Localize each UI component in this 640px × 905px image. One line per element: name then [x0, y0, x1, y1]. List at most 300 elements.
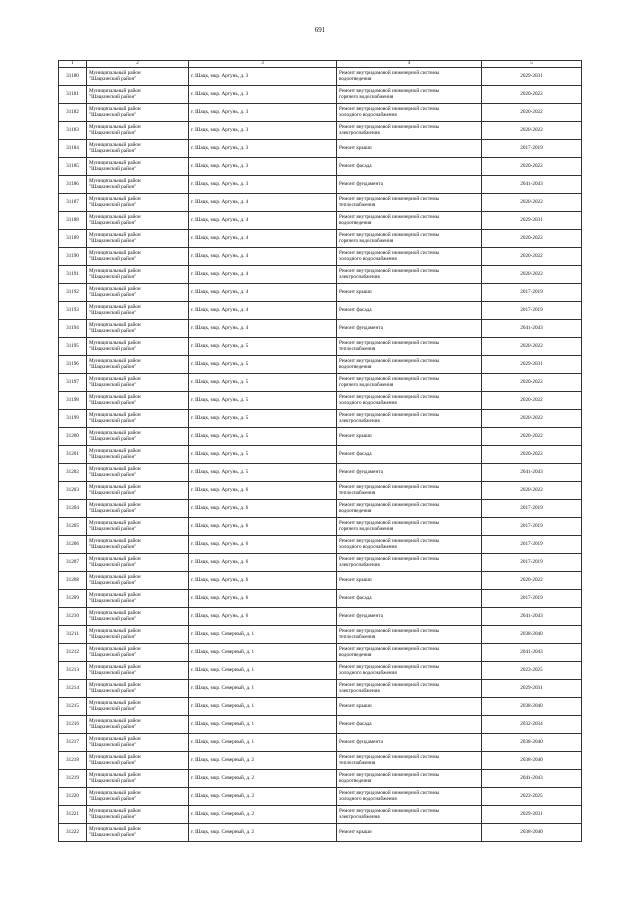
district-line: Муниципальный район: [89, 375, 141, 382]
work-line: холодного водоснабжения: [339, 543, 397, 550]
table-row: [59, 356, 582, 374]
district-line: Муниципальный район: [89, 699, 141, 706]
period-cell: 2020-2022: [482, 338, 582, 356]
table-row: [59, 446, 582, 464]
work-line: холодного водоснабжения: [339, 669, 397, 676]
period-cell: 2029-2031: [482, 356, 582, 374]
district-cell: [87, 320, 189, 338]
work-line: Ремонт внутридомовой инженерной системы: [339, 771, 440, 778]
district-line: Муниципальный район: [89, 771, 141, 778]
address-cell: г. Шацк, мкр. Аргунь, д. 5: [189, 410, 337, 428]
district-line: "Шацкинский район": [89, 255, 137, 262]
district-line: Муниципальный район: [89, 429, 141, 436]
address-cell: г. Шацк, мкр. Аргунь, д. 5: [189, 356, 337, 374]
district-line: "Шацкинский район": [89, 417, 137, 424]
work-line: водоотведения: [339, 363, 372, 370]
district-cell: [87, 338, 189, 356]
district-cell: [87, 356, 189, 374]
period-cell: 2038-2040: [482, 824, 582, 842]
period-cell: 2020-2022: [482, 392, 582, 410]
address-cell: г. Шацк, мкр. Северный, д. 2: [189, 788, 337, 806]
period-cell: 2020-2022: [482, 428, 582, 446]
work-cell: [337, 734, 482, 752]
work-cell: [337, 248, 482, 266]
period-cell: 2017-2019: [482, 590, 582, 608]
table-row: [59, 734, 582, 752]
period-cell: 2017-2019: [482, 500, 582, 518]
address-cell: г. Шацк, мкр. Аргунь, д. 4: [189, 302, 337, 320]
district-line: Муниципальный район: [89, 681, 141, 688]
work-line: Ремонт внутридомовой инженерной системы: [339, 501, 440, 508]
district-cell: [87, 86, 189, 104]
district-cell: [87, 410, 189, 428]
period-cell: 2020-2022: [482, 194, 582, 212]
work-line: Ремонт внутридомовой инженерной системы: [339, 213, 440, 220]
period-cell: 2020-2022: [482, 482, 582, 500]
period-cell: 2020-2022: [482, 86, 582, 104]
work-cell: [337, 536, 482, 554]
work-line: Ремонт внутридомовой инженерной системы: [339, 663, 440, 670]
district-line: Муниципальный район: [89, 573, 141, 580]
district-line: "Шацкинский район": [89, 273, 137, 280]
period-cell: 2038-2040: [482, 734, 582, 752]
district-line: "Шацкинский район": [89, 363, 137, 370]
table-body: [59, 68, 582, 842]
row-number: 31219: [59, 770, 87, 788]
district-line: Муниципальный район: [89, 105, 141, 112]
table-row: [59, 374, 582, 392]
work-cell: [337, 662, 482, 680]
district-cell: [87, 734, 189, 752]
work-cell: [337, 428, 482, 446]
table-row: [59, 698, 582, 716]
work-line: Ремонт крыши: [339, 144, 372, 151]
period-cell: 2020-2022: [482, 266, 582, 284]
address-cell: г. Шацк, мкр. Аргунь, д. 3: [189, 122, 337, 140]
row-number: 31208: [59, 572, 87, 590]
table-row: [59, 824, 582, 842]
table-row: [59, 284, 582, 302]
work-line: теплоснабжения: [339, 759, 376, 766]
district-line: Муниципальный район: [89, 555, 141, 562]
district-line: "Шацкинский район": [89, 309, 137, 316]
district-line: Муниципальный район: [89, 213, 141, 220]
table-row: [59, 770, 582, 788]
row-number: 31202: [59, 464, 87, 482]
work-line: Ремонт внутридомовой инженерной системы: [339, 681, 440, 688]
work-cell: [337, 644, 482, 662]
work-line: холодного водоснабжения: [339, 111, 397, 118]
work-cell: [337, 446, 482, 464]
column-header: 4: [337, 61, 482, 68]
district-cell: [87, 644, 189, 662]
district-line: "Шацкинский район": [89, 453, 137, 460]
table-row: [59, 338, 582, 356]
work-line: электроснабжения: [339, 417, 380, 424]
district-line: "Шацкинский район": [89, 147, 137, 154]
work-line: Ремонт внутридомовой инженерной системы: [339, 789, 440, 796]
address-cell: г. Шацк, мкр. Северный, д. 2: [189, 770, 337, 788]
district-line: "Шацкинский район": [89, 759, 137, 766]
address-cell: г. Шацк, мкр. Аргунь, д. 6: [189, 500, 337, 518]
period-cell: 2017-2019: [482, 284, 582, 302]
table-row: [59, 140, 582, 158]
row-number: 31214: [59, 680, 87, 698]
address-cell: г. Шацк, мкр. Аргунь, д. 5: [189, 392, 337, 410]
period-cell: 2038-2040: [482, 698, 582, 716]
period-cell: 2017-2019: [482, 536, 582, 554]
district-cell: [87, 536, 189, 554]
work-line: теплоснабжения: [339, 345, 376, 352]
row-number: 31187: [59, 194, 87, 212]
district-cell: [87, 698, 189, 716]
work-line: электроснабжения: [339, 273, 380, 280]
address-cell: г. Шацк, мкр. Северный, д. 1: [189, 698, 337, 716]
work-line: Ремонт внутридомовой инженерной системы: [339, 249, 440, 256]
district-line: Муниципальный район: [89, 591, 141, 598]
work-cell: [337, 284, 482, 302]
address-cell: г. Шацк, мкр. Аргунь, д. 3: [189, 68, 337, 86]
period-cell: 2041-2043: [482, 464, 582, 482]
district-line: "Шацкинский район": [89, 507, 137, 514]
row-number: 31196: [59, 356, 87, 374]
address-cell: г. Шацк, мкр. Аргунь, д. 3: [189, 86, 337, 104]
address-cell: г. Шацк, мкр. Аргунь, д. 4: [189, 320, 337, 338]
work-line: Ремонт внутридомовой инженерной системы: [339, 357, 440, 364]
period-cell: 2023-2025: [482, 662, 582, 680]
district-line: "Шацкинский район": [89, 723, 137, 730]
work-cell: [337, 716, 482, 734]
district-line: "Шацкинский район": [89, 831, 137, 838]
work-cell: [337, 104, 482, 122]
district-line: Муниципальный район: [89, 69, 141, 76]
row-number: 31186: [59, 176, 87, 194]
district-cell: [87, 68, 189, 86]
address-cell: г. Шацк, мкр. Северный, д. 2: [189, 806, 337, 824]
period-cell: 2038-2040: [482, 752, 582, 770]
table-row: [59, 680, 582, 698]
work-cell: [337, 356, 482, 374]
district-cell: [87, 680, 189, 698]
row-number: 31197: [59, 374, 87, 392]
table-row: [59, 590, 582, 608]
district-line: "Шацкинский район": [89, 813, 137, 820]
work-line: Ремонт внутридомовой инженерной системы: [339, 807, 440, 814]
work-line: водоотведения: [339, 219, 372, 226]
work-cell: [337, 626, 482, 644]
work-line: горячего водоснабжения: [339, 237, 394, 244]
work-cell: [337, 338, 482, 356]
table-row: [59, 176, 582, 194]
work-line: Ремонт фундамента: [339, 612, 383, 619]
address-cell: г. Шацк, мкр. Северный, д. 1: [189, 734, 337, 752]
table-row: [59, 482, 582, 500]
work-line: Ремонт внутридомовой инженерной системы: [339, 195, 440, 202]
district-line: "Шацкинский район": [89, 669, 137, 676]
address-cell: г. Шацк, мкр. Северный, д. 1: [189, 662, 337, 680]
work-line: Ремонт фасада: [339, 720, 372, 727]
address-cell: г. Шацк, мкр. Аргунь, д. 6: [189, 590, 337, 608]
table-row: [59, 230, 582, 248]
work-line: холодного водоснабжения: [339, 795, 397, 802]
address-cell: г. Шацк, мкр. Аргунь, д. 4: [189, 266, 337, 284]
district-cell: [87, 716, 189, 734]
address-cell: г. Шацк, мкр. Аргунь, д. 5: [189, 374, 337, 392]
work-line: горячего водоснабжения: [339, 381, 394, 388]
district-cell: [87, 788, 189, 806]
district-line: "Шацкинский район": [89, 237, 137, 244]
work-cell: [337, 824, 482, 842]
district-cell: [87, 464, 189, 482]
work-line: Ремонт фасада: [339, 450, 372, 457]
district-line: Муниципальный район: [89, 627, 141, 634]
district-line: Муниципальный район: [89, 717, 141, 724]
address-cell: г. Шацк, мкр. Аргунь, д. 4: [189, 248, 337, 266]
work-line: Ремонт фундамента: [339, 468, 383, 475]
district-line: Муниципальный район: [89, 447, 141, 454]
work-line: Ремонт внутридомовой инженерной системы: [339, 375, 440, 382]
row-number: 31220: [59, 788, 87, 806]
table-row: [59, 752, 582, 770]
row-number: 31184: [59, 140, 87, 158]
district-line: "Шацкинский район": [89, 471, 137, 478]
work-line: Ремонт внутридомовой инженерной системы: [339, 105, 440, 112]
district-line: "Шацкинский район": [89, 327, 137, 334]
district-cell: [87, 572, 189, 590]
district-line: "Шацкинский район": [89, 345, 137, 352]
district-line: Муниципальный район: [89, 807, 141, 814]
work-cell: [337, 518, 482, 536]
address-cell: г. Шацк, мкр. Аргунь, д. 3: [189, 158, 337, 176]
table-row: [59, 788, 582, 806]
table-row: [59, 158, 582, 176]
table-row: [59, 410, 582, 428]
work-line: Ремонт внутридомовой инженерной системы: [339, 555, 440, 562]
district-cell: [87, 770, 189, 788]
district-line: Муниципальный район: [89, 303, 141, 310]
table-row: [59, 572, 582, 590]
district-cell: [87, 230, 189, 248]
work-line: электроснабжения: [339, 129, 380, 136]
work-line: горячего водоснабжения: [339, 93, 394, 100]
table-row: [59, 608, 582, 626]
district-cell: [87, 248, 189, 266]
row-number: 31189: [59, 230, 87, 248]
district-line: Муниципальный район: [89, 465, 141, 472]
table-row: [59, 212, 582, 230]
work-cell: [337, 194, 482, 212]
period-cell: 2038-2040: [482, 626, 582, 644]
district-line: "Шацкинский район": [89, 633, 137, 640]
district-line: Муниципальный район: [89, 609, 141, 616]
row-number: 31213: [59, 662, 87, 680]
row-number: 31207: [59, 554, 87, 572]
row-number: 31209: [59, 590, 87, 608]
work-cell: [337, 230, 482, 248]
district-line: "Шацкинский район": [89, 615, 137, 622]
work-cell: [337, 68, 482, 86]
period-cell: 2020-2022: [482, 104, 582, 122]
work-line: теплоснабжения: [339, 489, 376, 496]
district-line: Муниципальный район: [89, 519, 141, 526]
work-cell: [337, 410, 482, 428]
address-cell: г. Шацк, мкр. Аргунь, д. 4: [189, 230, 337, 248]
district-line: "Шацкинский район": [89, 597, 137, 604]
district-line: "Шацкинский район": [89, 705, 137, 712]
district-line: Муниципальный район: [89, 393, 141, 400]
district-line: Муниципальный район: [89, 357, 141, 364]
work-line: электроснабжения: [339, 813, 380, 820]
table-row: [59, 806, 582, 824]
table-row: [59, 320, 582, 338]
district-line: Муниципальный район: [89, 195, 141, 202]
district-cell: [87, 374, 189, 392]
address-cell: г. Шацк, мкр. Аргунь, д. 5: [189, 464, 337, 482]
work-line: Ремонт крыши: [339, 702, 372, 709]
work-cell: [337, 482, 482, 500]
district-line: Муниципальный район: [89, 285, 141, 292]
page-number: 691: [314, 26, 326, 34]
district-cell: [87, 518, 189, 536]
period-cell: 2020-2022: [482, 374, 582, 392]
district-line: "Шацкинский район": [89, 183, 137, 190]
district-cell: [87, 122, 189, 140]
work-line: Ремонт внутридомовой инженерной системы: [339, 339, 440, 346]
district-line: Муниципальный район: [89, 483, 141, 490]
row-number: 31215: [59, 698, 87, 716]
work-cell: [337, 320, 482, 338]
district-line: Муниципальный район: [89, 789, 141, 796]
work-line: холодного водоснабжения: [339, 399, 397, 406]
table-row: [59, 86, 582, 104]
period-cell: 2017-2019: [482, 518, 582, 536]
table-row: [59, 248, 582, 266]
work-cell: [337, 698, 482, 716]
address-cell: г. Шацк, мкр. Северный, д. 2: [189, 752, 337, 770]
row-number: 31188: [59, 212, 87, 230]
address-cell: г. Шацк, мкр. Аргунь, д. 4: [189, 194, 337, 212]
work-line: Ремонт крыши: [339, 576, 372, 583]
district-line: "Шацкинский район": [89, 129, 137, 136]
work-line: Ремонт фасада: [339, 594, 372, 601]
district-line: "Шацкинский район": [89, 291, 137, 298]
work-line: Ремонт фундамента: [339, 324, 383, 331]
row-number: 31182: [59, 104, 87, 122]
work-line: холодного водоснабжения: [339, 255, 397, 262]
district-line: "Шацкинский район": [89, 165, 137, 172]
row-number: 31212: [59, 644, 87, 662]
table-row: [59, 464, 582, 482]
column-header: 2: [87, 61, 189, 68]
row-number: 31185: [59, 158, 87, 176]
address-cell: г. Шацк, мкр. Аргунь, д. 3: [189, 104, 337, 122]
address-cell: г. Шацк, мкр. Аргунь, д. 6: [189, 554, 337, 572]
district-cell: [87, 140, 189, 158]
row-number: 31206: [59, 536, 87, 554]
work-line: Ремонт фасада: [339, 306, 372, 313]
work-line: водоотведения: [339, 507, 372, 514]
district-cell: [87, 554, 189, 572]
period-cell: 2041-2043: [482, 320, 582, 338]
work-line: Ремонт крыши: [339, 288, 372, 295]
district-line: "Шацкинский район": [89, 777, 137, 784]
work-line: Ремонт фундамента: [339, 738, 383, 745]
district-line: "Шацкинский район": [89, 579, 137, 586]
row-number: 31180: [59, 68, 87, 86]
work-line: водоотведения: [339, 651, 372, 658]
period-cell: 2020-2022: [482, 122, 582, 140]
work-line: Ремонт внутридомовой инженерной системы: [339, 231, 440, 238]
district-line: Муниципальный район: [89, 87, 141, 94]
work-cell: [337, 392, 482, 410]
address-cell: г. Шацк, мкр. Северный, д. 1: [189, 716, 337, 734]
row-number: 31203: [59, 482, 87, 500]
district-line: Муниципальный район: [89, 159, 141, 166]
table-row: [59, 68, 582, 86]
district-cell: [87, 428, 189, 446]
period-cell: 2041-2043: [482, 608, 582, 626]
address-cell: г. Шацк, мкр. Аргунь, д. 6: [189, 608, 337, 626]
district-cell: [87, 662, 189, 680]
district-cell: [87, 302, 189, 320]
address-cell: г. Шацк, мкр. Аргунь, д. 4: [189, 212, 337, 230]
work-line: Ремонт крыши: [339, 828, 372, 835]
district-line: "Шацкинский район": [89, 687, 137, 694]
district-line: Муниципальный район: [89, 825, 141, 832]
address-cell: г. Шацк, мкр. Аргунь, д. 4: [189, 284, 337, 302]
row-number: 31191: [59, 266, 87, 284]
work-cell: [337, 806, 482, 824]
address-cell: г. Шацк, мкр. Аргунь, д. 3: [189, 176, 337, 194]
period-cell: 2020-2022: [482, 410, 582, 428]
address-cell: г. Шацк, мкр. Северный, д. 1: [189, 626, 337, 644]
address-cell: г. Шацк, мкр. Аргунь, д. 5: [189, 428, 337, 446]
district-cell: [87, 158, 189, 176]
work-cell: [337, 500, 482, 518]
work-cell: [337, 374, 482, 392]
work-line: водоотведения: [339, 75, 372, 82]
header-row: [59, 61, 582, 68]
district-cell: [87, 824, 189, 842]
work-line: Ремонт внутридомовой инженерной системы: [339, 393, 440, 400]
work-line: Ремонт фундамента: [339, 180, 383, 187]
row-number: 31198: [59, 392, 87, 410]
work-line: Ремонт внутридомовой инженерной системы: [339, 123, 440, 130]
work-cell: [337, 86, 482, 104]
row-number: 31194: [59, 320, 87, 338]
district-line: "Шацкинский район": [89, 435, 137, 442]
district-cell: [87, 176, 189, 194]
row-number: 31216: [59, 716, 87, 734]
district-cell: [87, 194, 189, 212]
work-cell: [337, 590, 482, 608]
period-cell: 2029-2031: [482, 806, 582, 824]
period-cell: 2032-2034: [482, 716, 582, 734]
work-cell: [337, 302, 482, 320]
address-cell: г. Шацк, мкр. Аргунь, д. 6: [189, 482, 337, 500]
work-line: Ремонт внутридомовой инженерной системы: [339, 267, 440, 274]
district-line: "Шацкинский район": [89, 201, 137, 208]
row-number: 31211: [59, 626, 87, 644]
district-cell: [87, 500, 189, 518]
district-line: Муниципальный район: [89, 177, 141, 184]
district-line: Муниципальный район: [89, 501, 141, 508]
work-line: горячего водоснабжения: [339, 525, 394, 532]
work-cell: [337, 140, 482, 158]
district-cell: [87, 212, 189, 230]
table-row: [59, 500, 582, 518]
district-line: Муниципальный район: [89, 735, 141, 742]
